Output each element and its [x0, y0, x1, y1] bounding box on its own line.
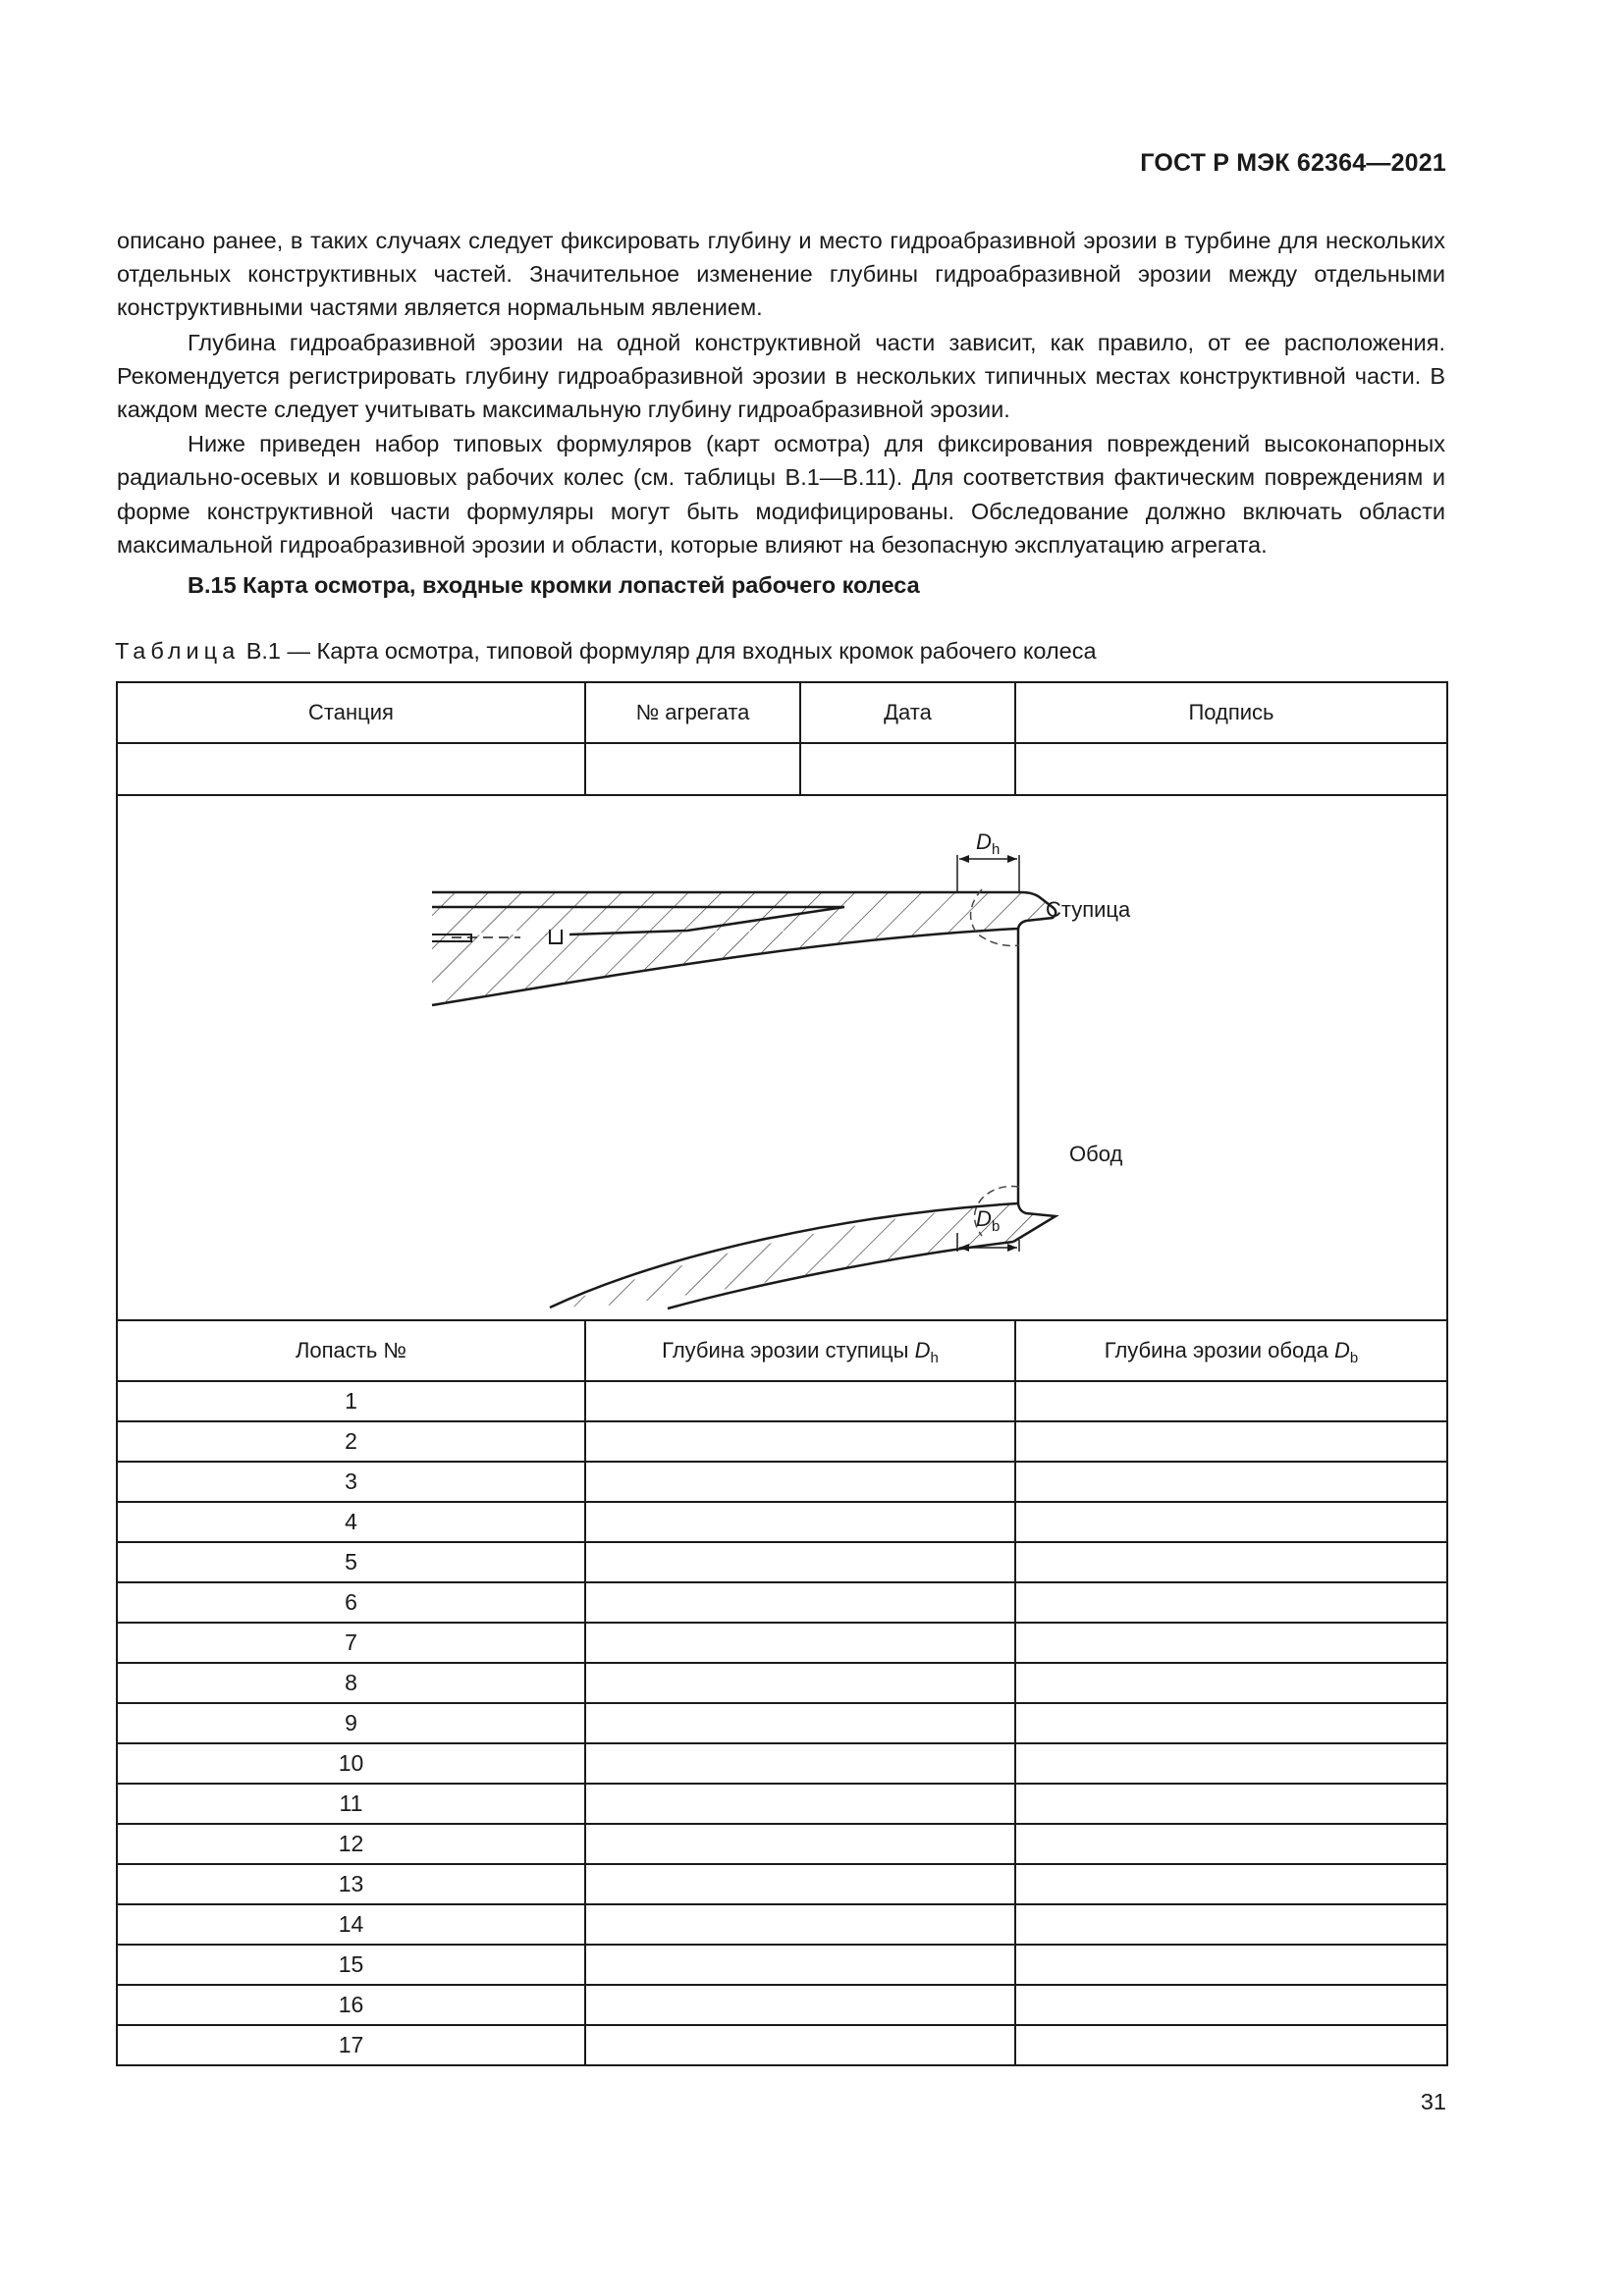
hub-depth-cell: [585, 1421, 1015, 1462]
hub-depth-cell: [585, 1864, 1015, 1904]
hub-depth-cell: [585, 1462, 1015, 1502]
table-caption: [115, 638, 1097, 665]
rim-depth-cell: [1015, 1542, 1447, 1582]
hub-depth-cell: [585, 2025, 1015, 2065]
hub-depth-cell: [585, 1945, 1015, 1985]
blade-number-cell: 5: [117, 1542, 585, 1582]
blade-number-cell: 13: [117, 1864, 585, 1904]
rim-depth-cell: [1015, 2025, 1447, 2065]
body-text: [117, 224, 1445, 562]
table-row: [117, 1703, 1447, 1743]
db-symbol: D: [976, 1206, 992, 1231]
db-subscript: b: [992, 1218, 1001, 1235]
blade-number-cell: 15: [117, 1945, 585, 1985]
hub-depth-cell: [585, 1663, 1015, 1703]
rim-depth-cell: [1015, 1864, 1447, 1904]
rim-depth-cell: [1015, 1623, 1447, 1663]
blade-number-header: Лопасть №: [117, 1320, 585, 1381]
rim-depth-cell: [1015, 1945, 1447, 1985]
blade-number-cell: 6: [117, 1582, 585, 1623]
figure-cell: [117, 795, 1447, 1320]
table-row: [117, 1904, 1447, 1945]
table-row: [117, 1421, 1447, 1462]
signature-header: Подпись: [1015, 682, 1447, 743]
rim-depth-cell: [1015, 1502, 1447, 1542]
hub-depth-cell: [585, 1784, 1015, 1824]
blade-number-cell: 7: [117, 1623, 585, 1663]
table-row: [117, 1864, 1447, 1904]
table-row: [117, 1743, 1447, 1784]
rim-depth-cell: [1015, 1381, 1447, 1421]
rim-depth-cell: [1015, 1784, 1447, 1824]
unit-number-cell: [585, 743, 800, 795]
date-cell: [800, 743, 1015, 795]
paragraph: Глубина гидроабразивной эрозии на одной конструктивной части зависит, как правило, от ее расположения. Рекомендуется регистрировать глубину гидроабразивной эрозии в нескольких типичных местах конструктивной части. В каждом месте следует учитывать максимальную глубину гидроабразивной эрозии.: [117, 329, 1445, 423]
entry-row: [117, 743, 1447, 795]
table-row: [117, 1502, 1447, 1542]
figure-row: [117, 795, 1447, 1320]
rim-depth-cell: [1015, 1663, 1447, 1703]
blade-number-cell: 12: [117, 1824, 585, 1864]
unit-number-header: № агрегата: [585, 682, 800, 743]
hub-depth-cell: [585, 1743, 1015, 1784]
hub-body-hatch: [432, 929, 1018, 1005]
blade-number-cell: 17: [117, 2025, 585, 2065]
rim-depth-cell: [1015, 1985, 1447, 2025]
blade-table-header: [117, 1320, 1447, 1381]
blade-number-cell: 11: [117, 1784, 585, 1824]
table-row: [117, 1623, 1447, 1663]
rim-depth-header: Глубина эрозии обода $D_b$: [1015, 1320, 1447, 1381]
blade-number-cell: 3: [117, 1462, 585, 1502]
rim-depth-cell: [1015, 1743, 1447, 1784]
rim-depth-cell: [1015, 1703, 1447, 1743]
table-row: [117, 1824, 1447, 1864]
hub-depth-cell: [585, 1703, 1015, 1743]
table-row: [117, 1462, 1447, 1502]
table-row: [117, 1985, 1447, 2025]
blade-number-cell: 4: [117, 1502, 585, 1542]
blade-number-cell: 14: [117, 1904, 585, 1945]
rim-depth-cell: [1015, 1904, 1447, 1945]
blade-inlet-edge-diagram: [118, 796, 1444, 1319]
hub-depth-cell: [585, 1623, 1015, 1663]
date-header: Дата: [800, 682, 1015, 743]
table-caption-word: Таблица: [115, 638, 241, 664]
blade-number-cell: 2: [117, 1421, 585, 1462]
table-row: [117, 2025, 1447, 2065]
blade-number-cell: 1: [117, 1381, 585, 1421]
rim-depth-cell: [1015, 1824, 1447, 1864]
table-header-row: [117, 682, 1447, 743]
station-header: Станция: [117, 682, 585, 743]
paragraph: описано ранее, в таких случаях следует фиксировать глубину и место гидроабразивной эрозии в турбине для нескольких отдельных конструктивных частей. Значительное изменение глубины гидроабразивной эрозии между отдельными конструктивными частями является нормальным явлением.: [117, 228, 1445, 321]
rim-depth-cell: [1015, 1421, 1447, 1462]
rim-label: Обод: [1069, 1142, 1123, 1166]
inspection-form-table: [116, 681, 1448, 2066]
hub-depth-cell: [585, 1904, 1015, 1945]
table-row: [117, 1582, 1447, 1623]
blade-number-cell: 8: [117, 1663, 585, 1703]
table-row: [117, 1381, 1447, 1421]
table-row: [117, 1784, 1447, 1824]
blade-number-cell: 10: [117, 1743, 585, 1784]
hub-section: [432, 892, 1058, 935]
section-heading: В.15 Карта осмотра, входные кромки лопастей рабочего колеса: [188, 572, 920, 598]
hub-depth-cell: [585, 1824, 1015, 1864]
paragraph: Ниже приведен набор типовых формуляров (карт осмотра) для фиксирования повреждений высоконапорных радиально-осевых и ковшовых рабочих колес (см. таблицы В.1—В.11). Для соответствия фактическим повреждениям и форме конструктивной части формуляры могут быть модифицированы. Обследование должно включать области максимальной гидроабразивной эрозии и области, которые влияют на безопасную эксплуатацию агрегата.: [117, 431, 1445, 558]
dh-symbol: D: [976, 829, 992, 854]
hub-depth-cell: [585, 1542, 1015, 1582]
table-row: [117, 1945, 1447, 1985]
blade-number-cell: 9: [117, 1703, 585, 1743]
hub-depth-cell: [585, 1985, 1015, 2025]
signature-cell: [1015, 743, 1447, 795]
dh-subscript: h: [992, 841, 1001, 858]
table-caption-text: В.1 — Карта осмотра, типовой формуляр для входных кромок рабочего колеса: [245, 638, 1097, 664]
table-row: [117, 1663, 1447, 1703]
hub-depth-cell: [585, 1381, 1015, 1421]
hub-depth-cell: [585, 1582, 1015, 1623]
station-cell: [117, 743, 585, 795]
rim-depth-cell: [1015, 1582, 1447, 1623]
document-number: ГОСТ Р МЭК 62364—2021: [1140, 149, 1446, 177]
rim-depth-cell: [1015, 1462, 1447, 1502]
hub-label: Ступица: [1046, 897, 1131, 922]
page-number: 31: [1420, 2089, 1446, 2114]
hub-depth-header: Глубина эрозии ступицы $D_h$: [585, 1320, 1015, 1381]
hub-depth-cell: [585, 1502, 1015, 1542]
table-row: [117, 1542, 1447, 1582]
blade-number-cell: 16: [117, 1985, 585, 2025]
